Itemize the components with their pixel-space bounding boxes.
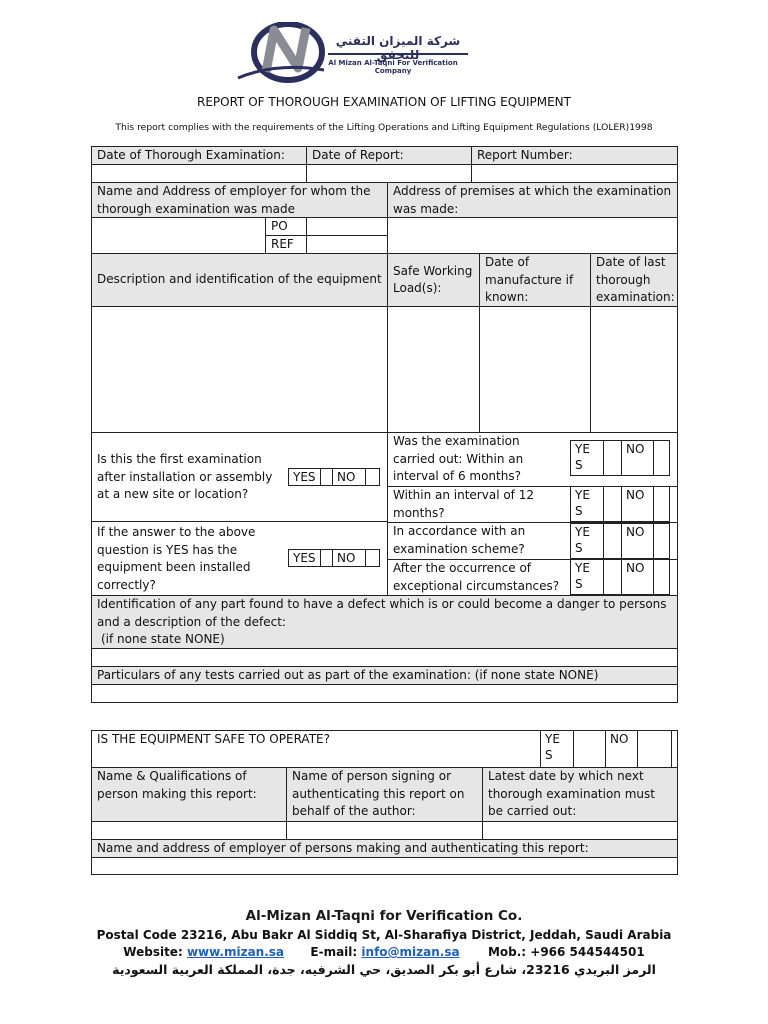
swl-field[interactable] <box>387 306 480 433</box>
last-exam-date-label: Date of last thorough examination: <box>590 253 678 307</box>
date-report-label: Date of Report: <box>306 146 472 165</box>
equipment-description-field[interactable] <box>91 306 388 433</box>
scheme-no-label: NO <box>621 523 654 559</box>
installed-question: If the answer to the above question is YES has the equipment been installed correctly? <box>97 525 256 592</box>
mobile-number: Mob.: +966 544544501 <box>487 945 645 959</box>
report-number-label: Report Number: <box>471 146 678 165</box>
footer-address: Postal Code 23216, Abu Bakr Al Siddiq St, Al-Sharafiya District, Jeddah, Saudi Arabia <box>96 928 672 942</box>
scheme-yes-checkbox[interactable] <box>603 523 622 559</box>
interval-6-yes-label: YE S <box>570 440 604 476</box>
first-exam-yes-label: YES <box>288 468 321 486</box>
swl-text: Safe Working Load(s): <box>393 263 473 295</box>
interval-12-question: Within an interval of 12 months? <box>393 488 534 520</box>
employer-persons-label: Name and address of employer of persons making and authenticating this report: <box>91 839 678 858</box>
exceptional-no-label: NO <box>621 559 654 595</box>
scheme-yes-label: YE S <box>570 523 604 559</box>
website-label: Website: <box>123 945 183 959</box>
footer-company-name: Al-Mizan Al-Taqni for Verification Co. <box>245 908 523 924</box>
ref-field[interactable] <box>306 235 388 254</box>
date-report-field[interactable] <box>306 164 472 183</box>
signing-person-field[interactable] <box>286 821 483 840</box>
safe-yes-checkbox[interactable] <box>573 730 606 768</box>
interval-12-yes-label: YE S <box>570 486 604 522</box>
equipment-description-label <box>91 253 388 307</box>
defect-label-cell <box>91 595 678 649</box>
next-exam-date-label: Latest date by which next thorough examination must be carried out: <box>482 767 678 822</box>
first-exam-no-checkbox[interactable] <box>365 468 380 486</box>
interval-12-no-checkbox[interactable] <box>653 486 670 522</box>
safe-yes-label: YE S <box>540 730 574 768</box>
footer-arabic-address: الرمز البريدي 23216، شارع أبو بكر الصديق، حي الشرفيه، جدة، المملكة العربية السعودية <box>112 962 656 977</box>
company-logo <box>236 22 476 84</box>
premises-field[interactable] <box>387 217 678 254</box>
safe-question: IS THE EQUIPMENT SAFE TO OPERATE? <box>97 732 330 746</box>
email-link[interactable]: info@mizan.sa <box>361 945 460 959</box>
date-exam-field[interactable] <box>91 164 307 183</box>
defect-label: Identification of any part found to have a defect which is or could become a danger to persons and a description of the defect: <box>97 597 667 629</box>
tests-label: Particulars of any tests carried out as part of the examination: (if none state NONE) <box>91 666 678 685</box>
interval-6-yes-checkbox[interactable] <box>603 440 622 476</box>
ref-label: REF <box>265 235 307 254</box>
employer-persons-field[interactable] <box>91 857 678 875</box>
installed-no-checkbox[interactable] <box>365 549 380 567</box>
swl-label <box>387 253 480 307</box>
signing-person-label: Name of person signing or authenticating this report on behalf of the author: <box>286 767 483 822</box>
exceptional-no-checkbox[interactable] <box>653 559 670 595</box>
manufacture-date-field[interactable] <box>479 306 591 433</box>
website-link[interactable]: www.mizan.sa <box>186 945 285 959</box>
defect-field[interactable] <box>91 648 678 667</box>
premises-label: Address of premises at which the examination was made: <box>387 182 678 218</box>
scheme-question: In accordance with an examination scheme? <box>393 524 526 556</box>
last-exam-date-field[interactable] <box>590 306 678 433</box>
po-label: PO <box>265 217 307 236</box>
interval-6-question: Was the examination carried out: Within an interval of 6 months? <box>393 434 524 483</box>
report-number-field[interactable] <box>471 164 678 183</box>
employer-field[interactable] <box>91 217 266 254</box>
defect-note: (if none state NONE) <box>101 632 225 646</box>
interval-6-no-label: NO <box>621 440 654 476</box>
exceptional-yes-label: YE S <box>570 559 604 595</box>
installed-yes-label: YES <box>288 549 321 567</box>
safe-no-label: NO <box>605 730 638 768</box>
exceptional-yes-checkbox[interactable] <box>603 559 622 595</box>
email-label: E-mail: <box>310 945 358 959</box>
interval-12-yes-checkbox[interactable] <box>603 486 622 522</box>
installed-no-label: NO <box>332 549 366 567</box>
first-exam-question: Is this the first examination after installation or assembly at a new site or location? <box>97 452 273 501</box>
first-exam-no-label: NO <box>332 468 366 486</box>
po-field[interactable] <box>306 217 388 236</box>
next-exam-date-field[interactable] <box>482 821 678 840</box>
interval-6-no-checkbox[interactable] <box>653 440 670 476</box>
scheme-no-checkbox[interactable] <box>653 523 670 559</box>
manufacture-date-label: Date of manufacture if known: <box>479 253 591 307</box>
exceptional-question: After the occurrence of exceptional circumstances? <box>393 561 560 593</box>
company-arabic-name: شركة الميزان التقني للتحقق <box>335 34 461 62</box>
date-exam-label: Date of Thorough Examination: <box>91 146 307 165</box>
qualifications-label: Name & Qualifications of person making this report: <box>91 767 287 822</box>
employer-label: Name and Address of employer for whom the thorough examination was made <box>91 182 388 218</box>
safe-no-checkbox[interactable] <box>637 730 672 768</box>
footer-contacts <box>0 945 768 959</box>
qualifications-field[interactable] <box>91 821 287 840</box>
interval-12-no-label: NO <box>621 486 654 522</box>
tests-field[interactable] <box>91 684 678 703</box>
equipment-description-text: Description and identification of the equipment <box>97 272 382 287</box>
company-english-name: Al Mizan Al-Taqni For Verification Company <box>328 59 458 75</box>
report-subtitle: This report complies with the requirements of the Lifting Operations and Lifting Equipment Regulations (LOLER)1998 <box>115 122 653 133</box>
report-title: REPORT OF THOROUGH EXAMINATION OF LIFTING EQUIPMENT <box>196 95 571 109</box>
